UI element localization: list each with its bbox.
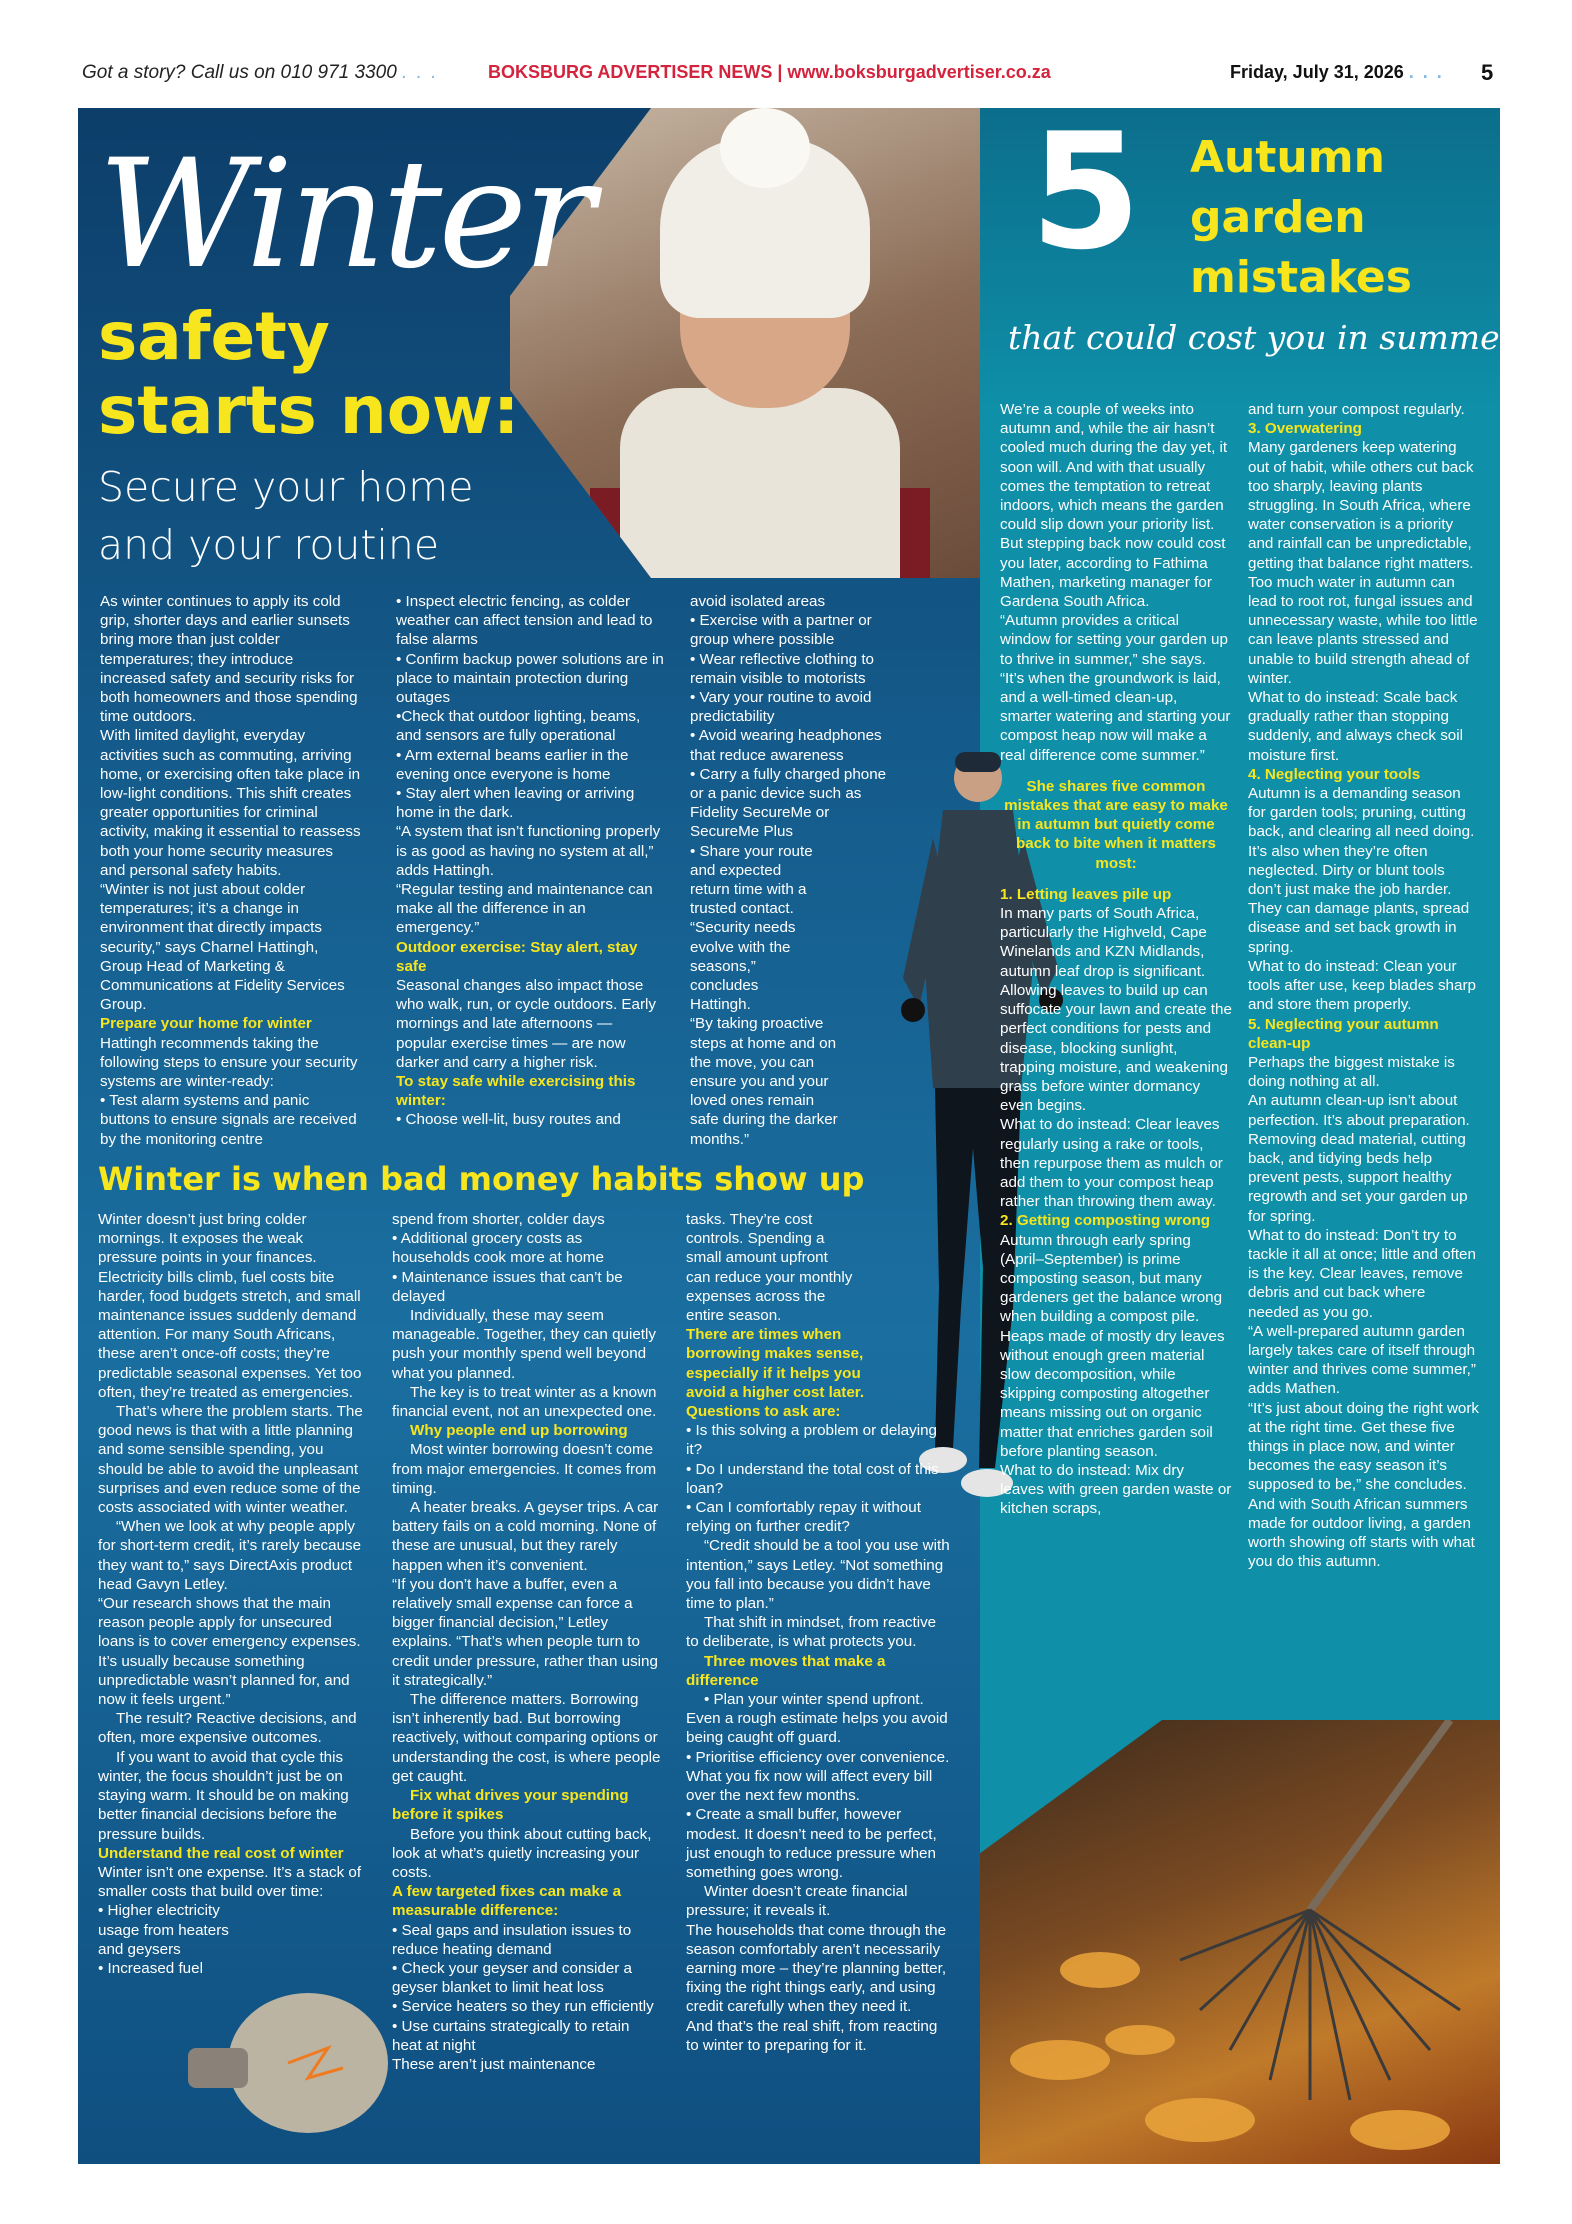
winter-script-title: Winter xyxy=(98,128,591,302)
winter-column-1: As winter continues to apply its cold grip, shorter days and earlier sunsets bring more than just colder temperatures; they introduce increased safety and security risks for both homeowners and those spending time outdoors. With limited daylight, everyday activities such as commuting, arriving home, or exercising often take place in low-light conditions. This shift creates greater opportunities for criminal activity, making it essential to reassess both your home security measures and personal safety habits. “Winter is not just about colder temperatures; it’s a change in environment that directly impacts security,” says Charnel Hattingh, Group Head of Marketing & Communications at Fidelity Services Group. Prepare your home for winter Hattingh recommends taking the following steps to ensure your security systems are winter-ready: • Test alarm systems and panic buttons to ensure signals are received by the monitoring centre xyxy=(100,593,361,1148)
winter-headline: safety starts now: xyxy=(98,298,520,449)
autumn-column-2: and turn your compost regularly. 3. Overwatering Many gardeners keep watering out of habit, while others cut back too sharply, leaving plants struggling. In South Africa, where water conservation is a priority and rainfall can be unpredictable, getting that balance right matters. Too much water in autumn can lead to root rot, fungal issues and unnecessary waste, while too little can leave plants stressed and unable to build strength ahead of winter. What to do instead: Scale back gradually rather than stopping suddenly, and always check soil moisture first. 4. Neglecting your tools Autumn is a demanding season for garden tools; pruning, cutting back, and clearing all need doing. It’s also when they’re often neglected. Dirty or blunt tools don’t just make the job harder. They can damage plants, spread disease and set back growth in spring. What to do instead: Clean your tools after use, keep blades sharp and store them properly. 5. Neglecting your autumn clean-up Perhaps the biggest mistake is doing nothing at all. An autumn clean-up isn’t about perfection. It’s about preparation. Removing dead material, cutting back, and tidying beds help prevent pests, support healthy regrowth and set your garden up for spring. What to do instead: Don’t try to tackle it all at once; little and often is the key. Clear leaves, remove debris and cut back where needed as you go. “A well-prepared autumn garden largely takes care of itself through winter and thrives come summer,” adds Mathen. “It’s just about doing the right work at the right time. Get these five things in place now, and winter becomes the easy season it’s supposed to be,” she concludes. And with South African summers made for outdoor living, a garden worth showing off starts with what you do this autumn. xyxy=(1248,401,1480,1571)
header-date: Friday, July 31, 2026 . . . xyxy=(1230,62,1444,82)
autumn-subheadline: that could cost you in summer xyxy=(1008,318,1516,357)
winter-subheadline: Secure your home and your routine xyxy=(98,463,474,569)
money-column-1: Winter doesn’t just bring colder mornings. It exposes the weak pressure points in your finances. Electricity bills climb, fuel costs bite harder, food budgets stretch, and small maintenance issues suddenly demand attention. For many South Africans, these aren’t once-off costs; they’re predictable seasonal expenses. Yet too often, they’re treated as emergencies. That’s where the problem starts. The good news is that with a little planning and some sensible spending, you should be able to avoid the unpleasant surprises and even reduce some of the costs associated with winter weather. “When we look at why people apply for short-term credit, it’s rarely because they want to,” says DirectAxis product head Gavyn Letley. “Our research shows that the main reason people apply for unsecured loans is to cover emergency expenses. It’s usually because something unpredictable wasn’t planned for, and now it feels urgent.” The result? Reactive decisions, and often, more expensive outcomes. If you want to avoid that cycle this winter, the focus shouldn’t just be on staying warm. It should be on making better financial decisions before the pressure builds. Understand the real cost of winter Winter isn’t one expense. It’s a stack of smaller costs that build over time: • Higher electricity usage from heaters and geysers • Increased fuel xyxy=(98,1211,363,1977)
big-number-five: 5 xyxy=(1030,98,1142,285)
header-masthead: BOKSBURG ADVERTISER NEWS | www.boksburgadvertiser.co.za xyxy=(488,62,1051,82)
header-contact: Got a story? Call us on 010 971 3300 . . . xyxy=(82,62,439,83)
autumn-headline: Autumn garden mistakes xyxy=(1190,132,1412,303)
lightbulb-photo xyxy=(158,1968,398,2164)
money-headline: Winter is when bad money habits show up xyxy=(98,1160,865,1198)
page-number: 5 xyxy=(1481,60,1494,85)
money-column-3: tasks. They’re cost controls. Spending a small amount upfront can reduce your monthly expenses across the entire season. There are times when borrowing makes sense, especially if it helps you avoid a higher cost later. Questions to ask are: • Is this solving a problem or delaying it? • Do I understand the total cost of this loan? • Can I comfortably repay it without relying on further credit? “Credit should be a tool you use with intention,” says Letley. “Not something you fall into because you didn’t have time to plan.” That shift in mindset, from reactive to deliberate, is what protects you. Three moves that make a difference • Plan your winter spend upfront. Even a rough estimate helps you avoid being caught off guard. • Prioritise efficiency over convenience. What you fix now will affect every bill over the next few months. • Create a small buffer, however modest. It doesn’t need to be perfect, just enough to reduce pressure when something goes wrong. Winter doesn’t create financial pressure; it reveals it. The households that come through the season comfortably aren’t necessarily earning more – they’re planning better, fixing the right things early, and using credit carefully when they need it. And that’s the real shift, from reacting to winter to preparing for it. xyxy=(686,1211,950,2054)
autumn-column-1: We’re a couple of weeks into autumn and, while the air hasn’t cooled much during the day yet, it soon will. And with that usually comes the temptation to retreat indoors, which means the garden could slip down your priority list. But stepping back now could cost you later, according to Fathima Mathen, marketing manager for Gardena South Africa. “Autumn provides a critical window for setting your garden up to thrive in summer,” she says. “It’s when the groundwork is laid, and a well-timed clean-up, smarter watering and starting your compost heap now will make a real difference come summer.” She shares five common mistakes that are easy to make in autumn but quietly come back to bite when it matters most: 1. Letting leaves pile up In many parts of South Africa, particularly the Highveld, Cape Winelands and KZN Midlands, autumn leaf drop is significant. Allowing leaves to build up can suffocate your lawn and create the perfect conditions for pests and disease, blocking sunlight, trapping moisture, and weakening grass before winter dormancy even begins. What to do instead: Clear leaves regularly using a rake or tools, then repurpose them as mulch or add them to your compost heap rather than throwing them away. 2. Getting composting wrong Autumn through early spring (April–September) is prime composting season, but many gardeners get the balance wrong when building a compost pile. Heaps made of mostly dry leaves without enough green material slow decomposition, while skipping composting altogether means missing out on organic matter that enriches garden soil before planting season. What to do instead: Mix dry leaves with green garden waste or kitchen scraps, xyxy=(1000,401,1232,1518)
winter-column-2: • Inspect electric fencing, as colder weather can affect tension and lead to false alarms • Confirm backup power solutions are in place to maintain protection during outages •Check that outdoor lighting, beams, and sensors are fully operational • Arm external beams earlier in the evening once everyone is home • Stay alert when leaving or arriving home in the dark. “A system that isn’t functioning properly is as good as having no system at all,” adds Hattingh. “Regular testing and maintenance can make all the difference in an emergency.” Outdoor exercise: Stay alert, stay safe Seasonal changes also impact those who walk, run, or cycle outdoors. Early mornings and late afternoons — popular exercise times — are now darker and carry a higher risk. To stay safe while exercising this winter: • Choose well-lit, busy routes and xyxy=(396,593,664,1129)
money-column-2: spend from shorter, colder days • Additional grocery costs as households cook more at home • Maintenance issues that can’t be delayed Individually, these may seem manageable. Together, they can quietly push your monthly spend well beyond what you planned. The key is to treat winter as a known financial event, not an unexpected one. Why people end up borrowing Most winter borrowing doesn’t come from major emergencies. It comes from timing. A heater breaks. A geyser trips. A car battery fails on a cold morning. None of these are unusual, but they rarely happen when it’s convenient. “If you don’t have a buffer, even a relatively small expense can force a bigger financial decision,” Letley explains. “That’s when people turn to credit under pressure, rather than using it strategically.” The difference matters. Borrowing isn’t inherently bad. But borrowing reactively, without comparing options or understanding the cost, is where people get caught. Fix what drives your spending before it spikes Before you think about cutting back, look at what’s quietly increasing your costs. A few targeted fixes can make a measurable difference: • Seal gaps and insulation issues to reduce heating demand • Check your geyser and consider a geyser blanket to limit heat loss • Service heaters so they run efficiently • Use curtains strategically to retain heat at night These aren’t just maintenance xyxy=(392,1211,661,2073)
winter-column-3: avoid isolated areas • Exercise with a partner or group where possible • Wear reflective clothing to remain visible to motorists • Vary your routine to avoid predictability • Avoid wearing headphones that reduce awareness • Carry a fully charged phone or a panic device such as Fidelity SecureMe or SecureMe Plus • Share your route and expected return time with a trusted contact. “Security needs evolve with the seasons,” concludes Hattingh. “By taking proactive steps at home and on the move, you can ensure you and your loved ones remain safe during the darker months.” xyxy=(690,593,887,1148)
